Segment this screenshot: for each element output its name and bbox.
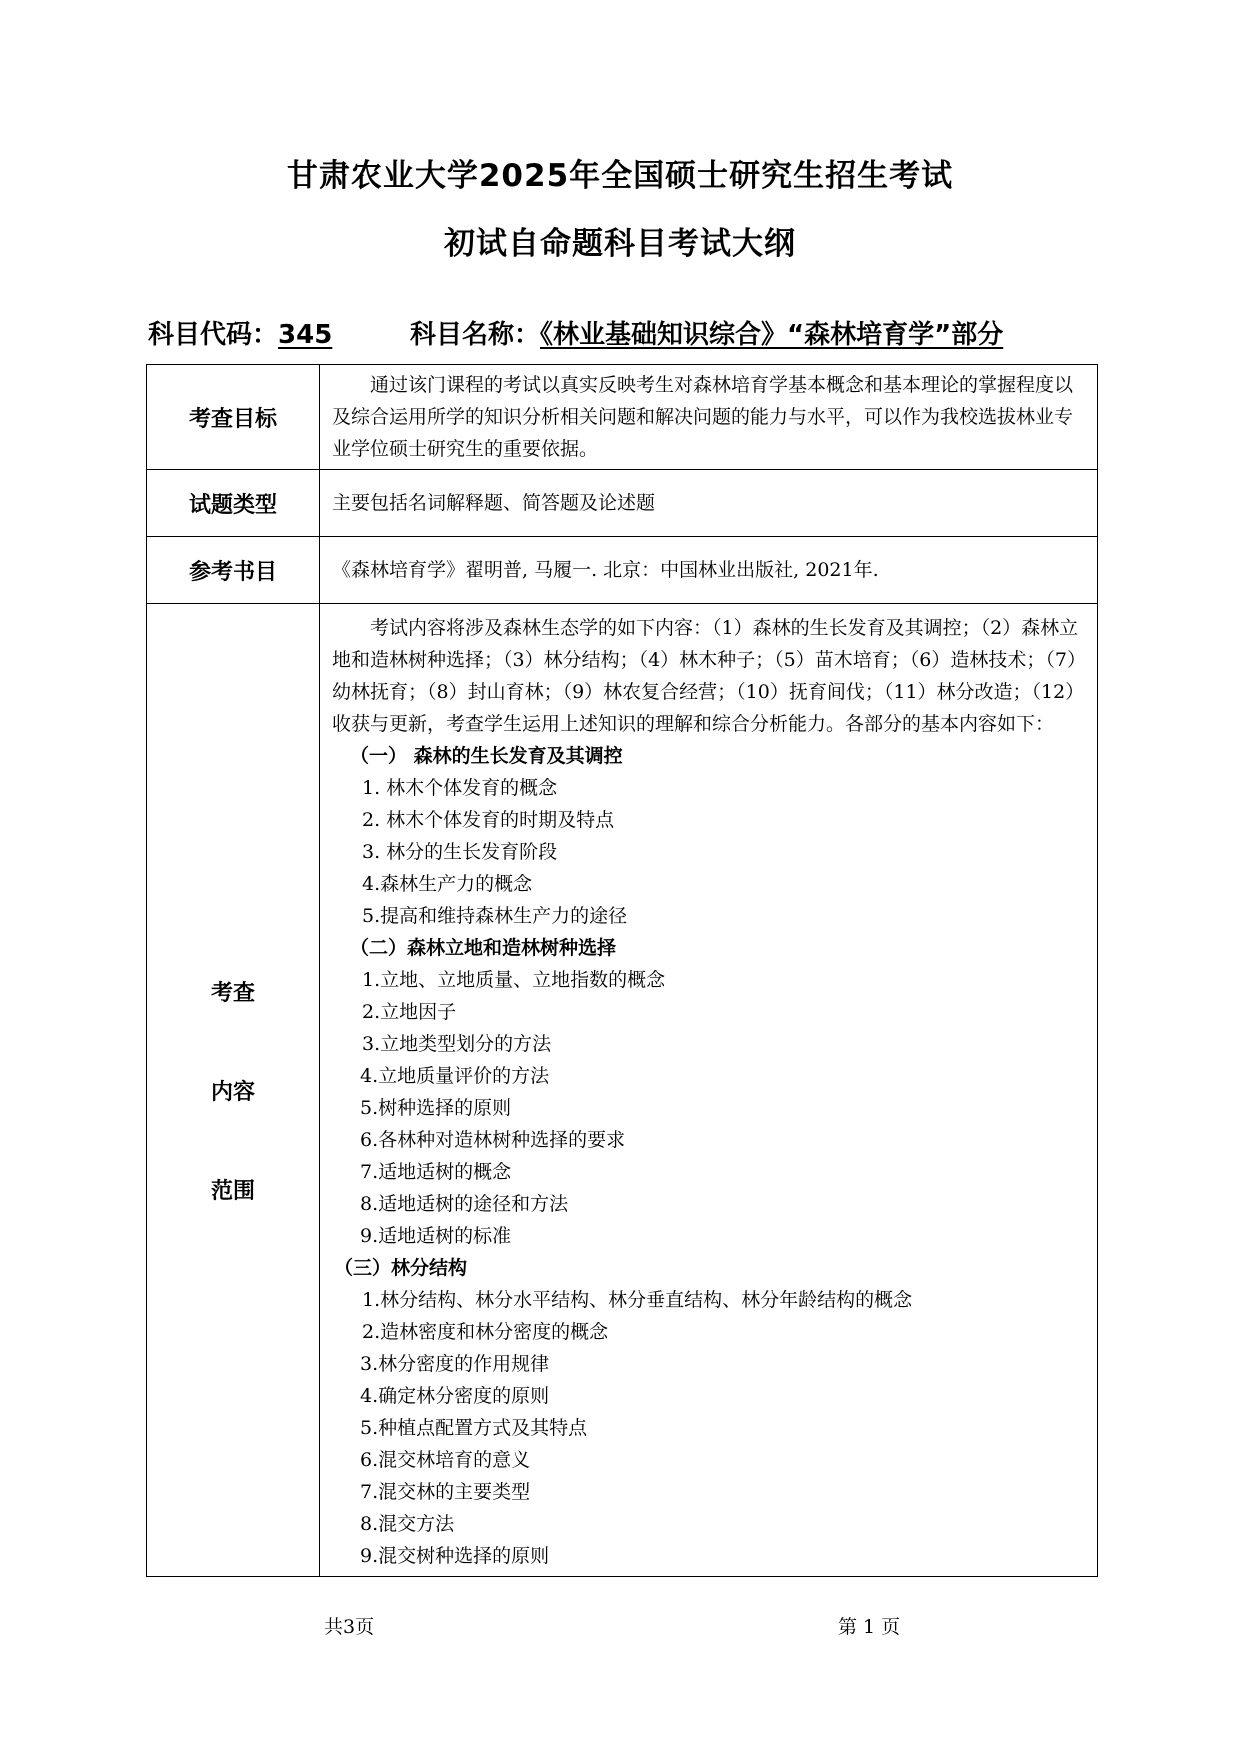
table-row-objective (147, 365, 1098, 470)
objective-text: 通过该门课程的考试以真实反映考生对森林培育学基本概念和基本理论的掌握程度以及综合运用所学的知识分析相关问题和解决问题的能力与水平，可以作为我校选拔林业专业学位硕士研究生的重要依据。 (320, 365, 1098, 470)
list-item: 5.树种选择的原则 (360, 1097, 512, 1119)
objective-label: 考查目标 (147, 365, 320, 470)
content-label-word: 内容 (210, 1079, 255, 1105)
question-types-label: 试题类型 (147, 470, 320, 537)
footer-total-pages: 共3页 (324, 1616, 375, 1638)
syllabus-table (146, 364, 1098, 1577)
list-item: 6.各林种对造林树种选择的要求 (360, 1129, 626, 1151)
table-row-question-types (147, 470, 1098, 537)
list-item: 2.造林密度和林分密度的概念 (362, 1321, 609, 1343)
content-scope-label (147, 604, 320, 1577)
content-label-word: 范围 (210, 1178, 255, 1204)
content-scope-body (320, 604, 1098, 1577)
subject-code-value: 345 (278, 320, 333, 350)
footer-page-number: 第 1 页 (838, 1616, 901, 1638)
list-item: 9.混交树种选择的原则 (360, 1545, 550, 1567)
reference-books-text: 《森林培育学》翟明普, 马履一. 北京：中国林业出版社, 2021年. (320, 537, 1098, 604)
list-item: 4.森林生产力的概念 (362, 873, 533, 895)
question-types-text: 主要包括名词解释题、简答题及论述题 (320, 470, 1098, 537)
list-item: 8.混交方法 (360, 1513, 455, 1535)
list-item: 9.适地适树的标准 (360, 1225, 512, 1247)
list-item: 1. 林木个体发育的概念 (362, 777, 558, 799)
list-item: 2.立地因子 (362, 1001, 457, 1023)
subject-line (148, 314, 1108, 351)
content-label-word: 考查 (210, 980, 255, 1006)
reference-books-label: 参考书目 (147, 537, 320, 604)
list-item: 4.立地质量评价的方法 (360, 1065, 550, 1087)
list-item: 2. 林木个体发育的时期及特点 (362, 809, 615, 831)
table-row-reference-books (147, 537, 1098, 604)
table-row-content-scope (147, 604, 1098, 1577)
list-item: 7.适地适树的概念 (360, 1161, 512, 1183)
list-item: 7.混交林的主要类型 (360, 1481, 531, 1503)
list-item: 1.立地、立地质量、立地指数的概念 (362, 969, 666, 991)
subject-code-label: 科目代码： (148, 320, 279, 350)
document-title: 甘肃农业大学2025年全国硕士研究生招生考试 (286, 158, 954, 194)
document-subtitle: 初试自命题科目考试大纲 (444, 226, 796, 262)
subject-name-value: 《林业基础知识综合》“森林培育学”部分 (540, 320, 1004, 350)
list-item: 3. 林分的生长发育阶段 (362, 841, 558, 863)
section-heading: （一） 森林的生长发育及其调控 (350, 745, 623, 767)
subject-name-label: 科目名称： (410, 320, 541, 350)
list-item: 3.林分密度的作用规律 (360, 1353, 550, 1375)
list-item: 1.林分结构、林分水平结构、林分垂直结构、林分年龄结构的概念 (362, 1289, 913, 1311)
section-heading: （三）林分结构 (334, 1257, 468, 1279)
list-item: 6.混交林培育的意义 (360, 1449, 531, 1471)
list-item: 5.提高和维持森林生产力的途径 (362, 905, 628, 927)
list-item: 4.确定林分密度的原则 (360, 1385, 550, 1407)
list-item: 8.适地适树的途径和方法 (360, 1193, 569, 1215)
list-item: 3.立地类型划分的方法 (362, 1033, 552, 1055)
section-heading: （二）森林立地和造林树种选择 (350, 937, 617, 959)
list-item: 5.种植点配置方式及其特点 (360, 1417, 588, 1439)
content-intro: 考试内容将涉及森林生态学的如下内容：（1）森林的生长发育及其调控；（2）森林立地和造林树种选择；（3）林分结构；（4）林木种子；（5）苗木培育；（6）造林技术；（7）幼林抚育；（8）封山育林；（9）林农复合经营；（10）抚育间伐；（11）林分改造；（12）收获与更新，考查学生运用上述知识的理解和综合分析能力。各部分的基本内容如下： (332, 617, 1086, 735)
